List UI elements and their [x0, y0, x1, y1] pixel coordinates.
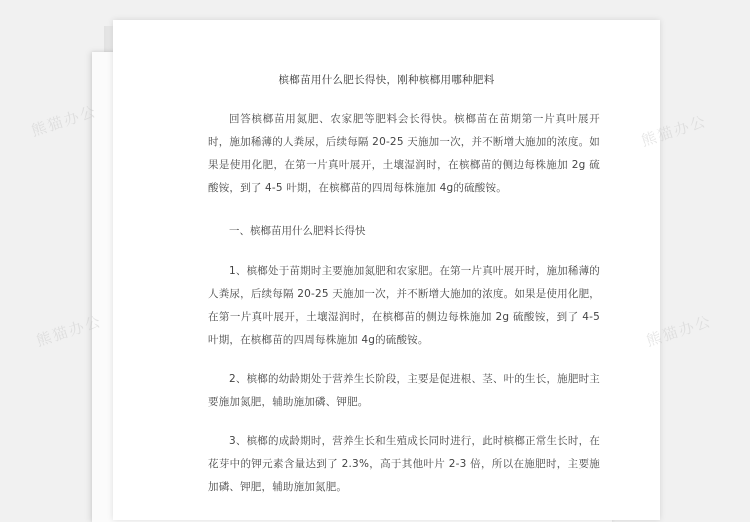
- list-item-2: 2、槟榔的幼龄期处于营养生长阶段，主要是促进根、茎、叶的生长，施肥时主要施加氮肥，辅助施加磷、钾肥。: [208, 373, 600, 408]
- document-page: [113, 20, 660, 520]
- watermark: 熊猫办公: [639, 111, 710, 151]
- watermark: 熊猫办公: [34, 311, 105, 351]
- section-heading: 一、槟榔苗用什么肥料长得快: [229, 225, 366, 237]
- watermark: 熊猫办公: [644, 311, 715, 351]
- intro-paragraph: 回答槟榔苗用氮肥、农家肥等肥料会长得快。槟榔苗在苗期第一片真叶展开时，施加稀薄的人粪尿，后续每隔 20-25 天施加一次，并不断增大施加的浓度。如果是使用化肥，在第一片真叶展开，土壤湿润时，在槟榔苗的侧边每株施加 2g 硫酸铵，到了 4-5 叶期，在槟榔苗的四周每株施加 4g的硫酸铵。: [208, 113, 600, 194]
- watermark: 熊猫办公: [29, 101, 100, 141]
- list-item-1: 1、槟榔处于苗期时主要施加氮肥和农家肥。在第一片真叶展开时，施加稀薄的人粪尿，后续每隔 20-25 天施加一次，并不断增大施加的浓度。如果是使用化肥，在第一片真叶展开，土壤湿润时，在槟榔苗的侧边每株施加 2g 硫酸铵，到了 4-5 叶期，在槟榔苗的四周每株施加 4g的硫酸铵。: [208, 265, 600, 346]
- document-title: 槟榔苗用什么肥长得快，刚种槟榔用哪种肥料: [278, 74, 495, 86]
- list-item-3: 3、槟榔的成龄期时，营养生长和生殖成长同时进行，此时槟榔正常生长时，在花芽中的钾元素含量达到了 2.3%，高于其他叶片 2-3 倍，所以在施肥时，主要施加磷、钾肥，辅助施加氮肥。: [208, 435, 600, 493]
